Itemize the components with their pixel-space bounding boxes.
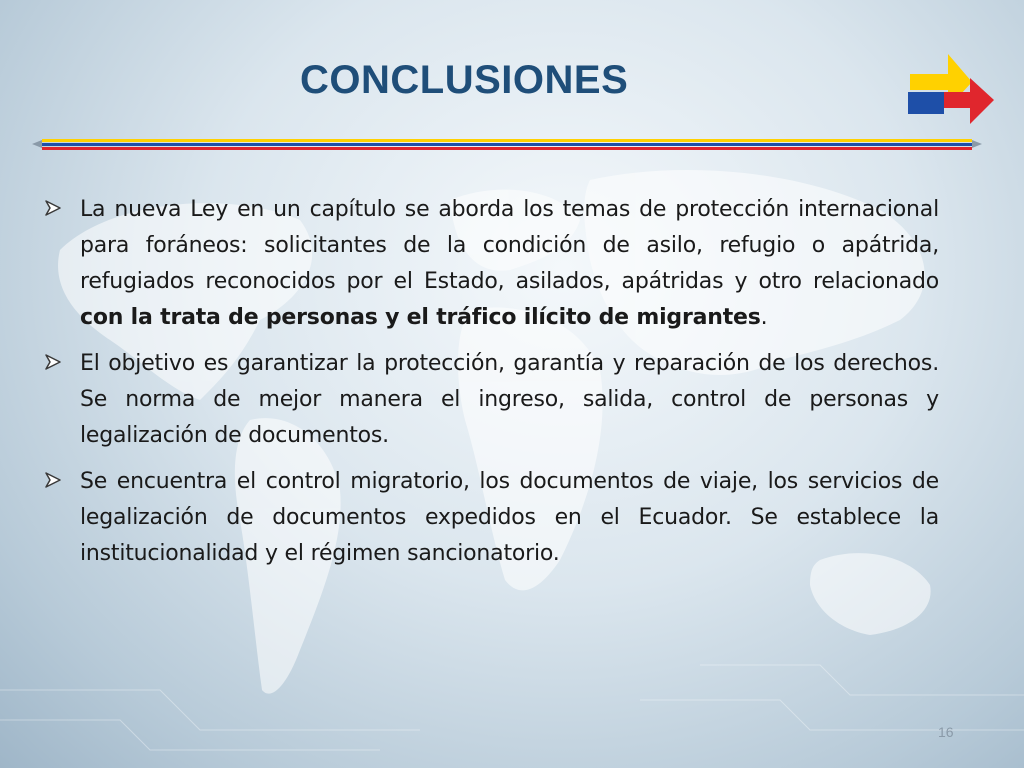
bullet-item [44,464,939,572]
arrow-bullet-icon [44,471,62,489]
slide-title: CONCLUSIONES [300,58,629,102]
arrow-bullet-icon [44,199,62,217]
bullet-list [44,192,939,582]
flag-divider-line [32,134,982,156]
arrow-bullet-icon [44,353,62,371]
bullet-text: El objetivo es garantizar la protección, garantía y reparación de los derechos. Se norma de mejor manera el ingreso, salida, control de personas y legalización de documentos. [80,351,939,448]
bullet-bold-text: con la trata de personas y el tráfico ilícito de migrantes [80,305,761,330]
bullet-text: La nueva Ley en un capítulo se aborda los temas de protección internacional para foráneos: solicitantes de la condición de asilo, refugio o apátrida, refugiados reconocidos por el Estado, asilados, apátridas y otro relacionado con la trata de personas y el tráfico ilícito de migrantes. [80,197,939,330]
bullet-item [44,192,939,336]
page-number: 16 [938,724,954,740]
ecuador-arrows-logo-icon [900,42,1000,132]
bullet-item [44,346,939,454]
bullet-text: Se encuentra el control migratorio, los documentos de viaje, los servicios de legalización de documentos expedidos en el Ecuador. Se establece la institucionalidad y el régimen sancionatorio. [80,469,939,566]
